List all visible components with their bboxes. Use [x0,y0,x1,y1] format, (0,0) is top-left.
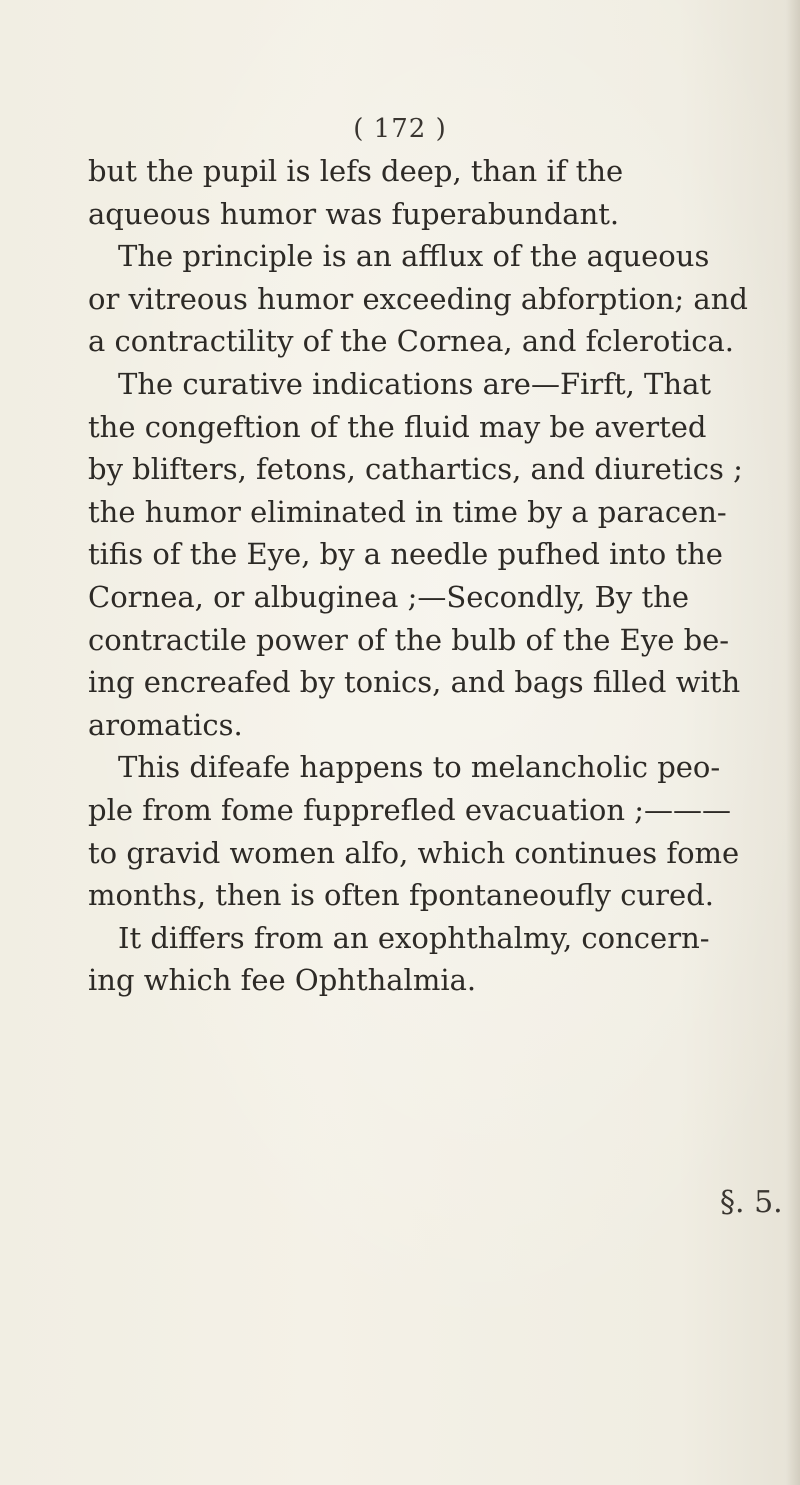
text-line: The principle is an afflux of the aqueous [118,239,710,274]
text-line: a contractility of the Cornea, and fclerotica. [88,324,735,359]
page-edge-shadow [786,0,800,1485]
text-line: tifis of the Eye, by a needle pufhed into the [88,537,723,572]
text-line: but the pupil is lefs deep, than if the [88,154,624,188]
text-line: ing encreafed by tonics, and bags filled with [88,665,741,700]
text-line: or vitreous humor exceeding abforption; and [88,281,748,316]
text-line: months, then is often fpontaneoufly cured. [88,878,714,913]
text-line: The curative indications are—Firft, That [118,366,712,401]
section-mark: §. 5. [720,1185,783,1220]
text-line: Cornea, or albuginea ;—Secondly, By the [88,579,689,614]
text-line: the congeftion of the fluid may be averted [88,409,707,444]
text-line: ple from fome fupprefled evacuation ;——— [88,792,732,827]
text-line: aromatics. [88,707,243,742]
text-line: This difeafe happens to melancholic peo- [118,750,721,785]
body-text [88,150,778,1002]
page-number: ( 172 ) [353,114,447,144]
text-line: the humor eliminated in time by a paracen- [88,494,727,529]
text-line: ing which fee Ophthalmia. [88,963,477,998]
text-line: contractile power of the bulb of the Eye be- [88,622,730,657]
text-line: aqueous humor was fuperabundant. [88,196,620,231]
text-line: It differs from an exophthalmy, concern- [118,920,710,955]
text-line: to gravid women alfo, which continues fome [88,835,740,870]
text-line: by blifters, fetons, cathartics, and diuretics ; [88,452,743,487]
